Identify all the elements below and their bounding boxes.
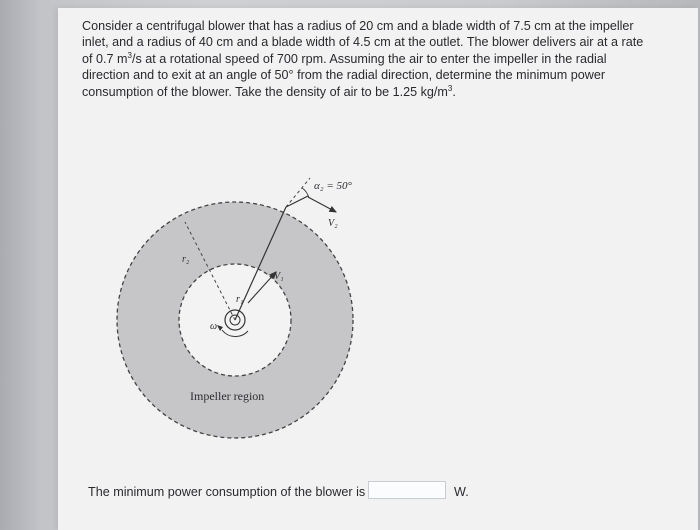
- v2-arrow: [308, 197, 336, 212]
- answer-row: [88, 481, 648, 503]
- question-page: [58, 8, 698, 530]
- v1-label: V₁: [274, 271, 284, 282]
- answer-input[interactable]: [368, 481, 446, 499]
- r1-label: r₁: [236, 294, 244, 305]
- v2-label: V₂: [328, 218, 338, 229]
- problem-text-part-2: /s at a rotational speed of 700 rpm. Assuming the air to enter the impeller in the radial direction and to exit at an angle of 50° from the radial direction, determine the minimum power consumption of the blower. Take the density of air to be 1.25 kg/m: [82, 51, 607, 99]
- blade-exit-line: [286, 196, 308, 207]
- unit-exponent-1: 3: [127, 50, 132, 60]
- problem-text-end: .: [452, 84, 456, 99]
- angle-label: α₂ = 50°: [314, 180, 352, 192]
- r2-label: r₂: [182, 254, 190, 265]
- unit-exponent-2: 3: [447, 83, 453, 93]
- problem-text-part-1: Consider a centrifugal blower that has a radius of 20 cm and a blade width of 7.5 cm at the impeller inlet, and a radius of 40 cm and a blade width of 4.5 cm at the outlet. The blower delivers air at a rate of 0.7 m: [82, 19, 644, 66]
- answer-unit: W.: [454, 485, 469, 499]
- answer-prompt: The minimum power consumption of the blower is: [88, 485, 366, 499]
- omega-label: ω: [210, 321, 218, 332]
- impeller-figure: [58, 8, 698, 530]
- impeller-region-label: Impeller region: [190, 389, 265, 403]
